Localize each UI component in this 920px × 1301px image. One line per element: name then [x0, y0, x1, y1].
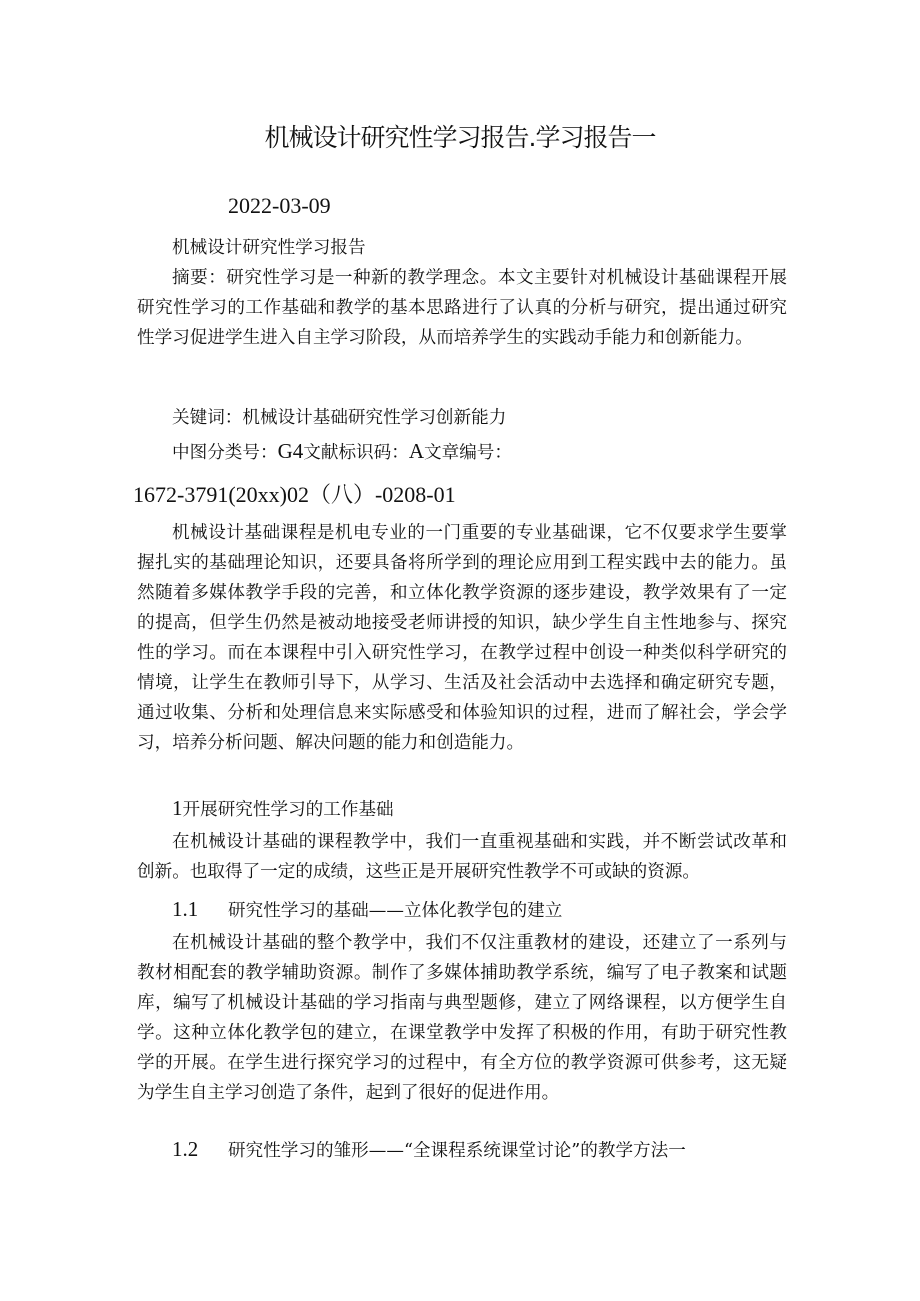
intro-paragraph: 机械设计基础课程是机电专业的一门重要的专业基础课，它不仅要求学生要掌握扎实的基础理论知识，还要具备将所学到的理论应用到工程实践中去的能力。虽然随着多媒体教学手段的完善，和立体化教学资源的逐步建设，教学效果有了一定的提高，但学生仍然是被动地接受老师讲授的知识，缺少学生自主性地参与、探究性的学习。而在本课程中引入研究性学习，在教学过程中创设一种类似科学研究的情境，让学生在教师引导下，从学习、生活及社会活动中去选择和确定研究专题，通过收集、分析和处理信息来实际感受和体验知识的过程，进而了解社会，学会学习，培养分析问题、解决问题的能力和创造能力。 — [137, 523, 787, 753]
section-1-paragraph: 在机械设计基础的课程教学中，我们一直重视基础和实践，并不断尝试改革和创新。也取得了一定的成绩，这些正是开展研究性教学不可或缺的资源。 — [137, 832, 787, 882]
section-1-2-number: 1.2 — [172, 1137, 199, 1161]
section-1-1-title: 研究性学习的基础——立体化教学包的建立 — [228, 901, 563, 921]
section-1-1-paragraph: 在机械设计基础的整个教学中，我们不仅注重教材的建设，还建立了一系列与教材相配套的教学辅助资源。制作了多媒体捕助教学系统，编写了电子教案和试题库，编写了机械设计基础的学习指南与典型题修，建立了网络课程，以方便学生自学。这种立体化教学包的建立，在课堂教学中发挥了积极的作用，有助于研究性教学的开展。在学生进行探究学习的过程中，有全方位的教学资源可供参考，这无疑为学生自主学习创造了条件，起到了很好的促进作用。 — [137, 933, 787, 1103]
section-1-2-title: 研究性学习的雏形——“全课程系统课堂讨论”的教学方法一 — [228, 1141, 686, 1161]
abstract-paragraph: 摘要：研究性学习是一种新的教学理念。本文主要针对机械设计基础课程开展研究性学习的工作基础和教学的基本思路进行了认真的分析与研究，提出通过研究性学习促进学生进入自主学习阶段，从而培养学生的实践动手能力和创新能力。 — [137, 268, 787, 348]
classification-code-a: A — [408, 439, 424, 463]
section-1-1-heading — [137, 894, 787, 926]
section-1-heading — [137, 793, 787, 825]
classification-mid: 文献标识码： — [303, 443, 409, 463]
classification-prefix: 中图分类号： — [172, 443, 278, 463]
article-serial-number: 1672-3791(20xx)02（八）-0208-01 — [133, 482, 456, 507]
section-1-2-heading — [137, 1134, 787, 1166]
publish-date: 2022-03-09 — [228, 193, 331, 218]
section-1-number: 1 — [172, 796, 183, 820]
report-subtitle: 机械设计研究性学习报告 — [172, 238, 366, 258]
document-title: 机械设计研究性学习报告.学习报告一 — [264, 123, 656, 152]
classification-code-g: G4 — [277, 439, 304, 463]
section-1-title: 开展研究性学习的工作基础 — [182, 800, 394, 820]
section-1-1-number: 1.1 — [172, 897, 199, 921]
keywords-line: 关键词：机械设计基础研究性学习创新能力 — [172, 408, 507, 428]
classification-suffix: 文章编号： — [424, 443, 512, 463]
classification-line — [137, 436, 787, 468]
